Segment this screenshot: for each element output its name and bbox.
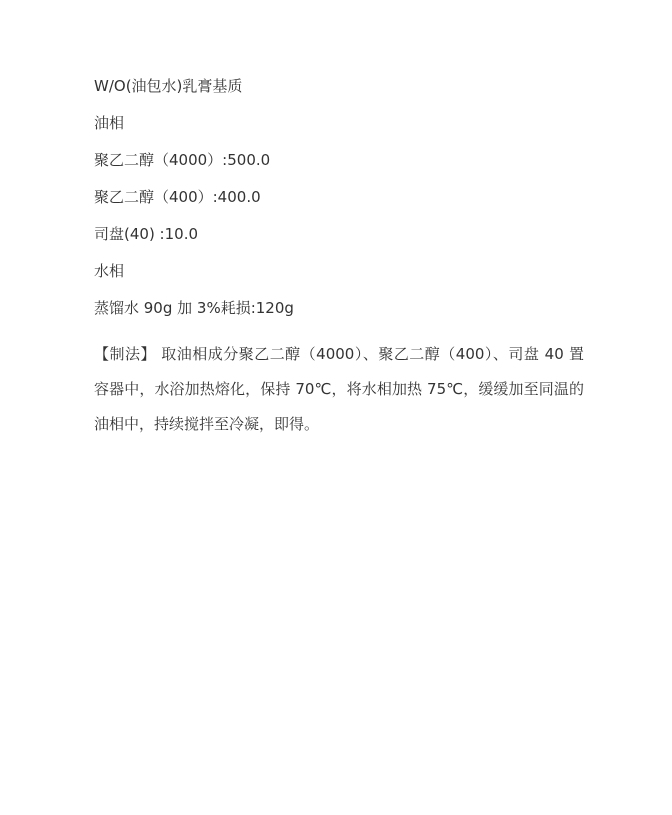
oil-phase-ingredient: 司盘(40) :10.0	[94, 225, 199, 243]
oil-phase-heading: 油相	[94, 114, 125, 132]
oil-phase-ingredient: 聚乙二醇（4000）:500.0	[94, 151, 271, 169]
oil-phase-ingredient: 聚乙二醇（400）:400.0	[94, 188, 261, 206]
preparation-method: 【制法】 取油相成分聚乙二醇（4000）、聚乙二醇（400）、司盘 40 置容器中，水浴加热熔化，保持 70℃，将水相加热 75℃，缓缓加至同温的油相中，持续搅拌至冷凝，即得。	[94, 345, 584, 433]
formula-document	[94, 78, 584, 442]
water-phase-ingredient: 蒸馏水 90g 加 3%耗损:120g	[94, 299, 294, 317]
formula-title: W/O(油包水)乳膏基质	[94, 77, 243, 95]
water-phase-heading: 水相	[94, 262, 125, 280]
